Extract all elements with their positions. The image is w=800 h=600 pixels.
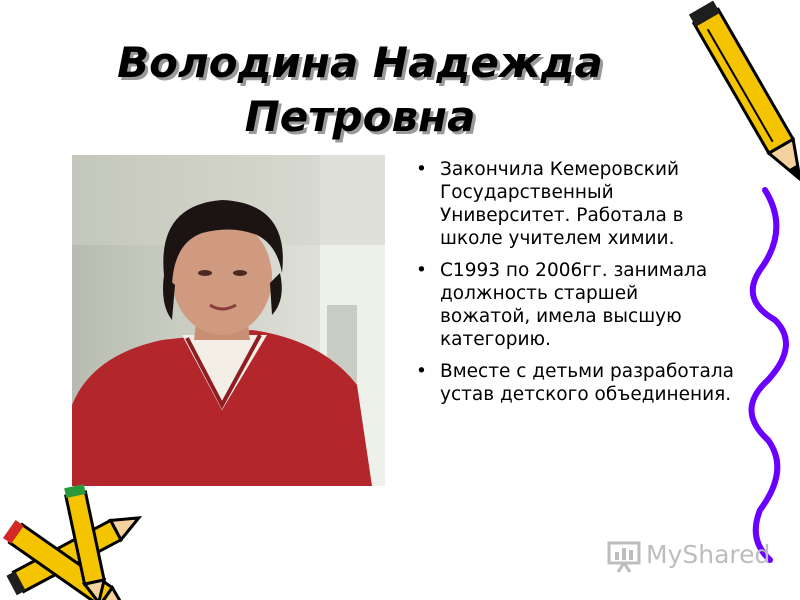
swirl-line xyxy=(752,190,786,560)
pencil-swirl-decoration xyxy=(640,0,800,600)
slide-title xyxy=(60,36,660,144)
pencil-icon xyxy=(689,1,800,186)
bullet-marker: • xyxy=(416,361,427,382)
bullet-marker: • xyxy=(416,159,427,180)
presentation-board-icon xyxy=(606,538,642,574)
bullet-text: Закончила Кемеровский Государственный Университет. Работала в школе учителем химии. xyxy=(440,159,684,249)
bullet-text: С1993 по 2006гг. занимала должность старшей вожатой, имела высшую категорию. xyxy=(440,260,708,350)
watermark-text: MyShared xyxy=(646,540,771,569)
portrait-photo xyxy=(72,155,385,486)
title-line-1: Володина Надежда xyxy=(117,38,603,87)
bullet-text: Вместе с детьми разработала устав детского объединения. xyxy=(440,361,735,405)
watermark xyxy=(606,536,776,576)
bullet-marker: • xyxy=(416,260,427,281)
pencils-bottom-decoration xyxy=(0,478,170,600)
title-line-2: Петровна xyxy=(244,92,476,141)
